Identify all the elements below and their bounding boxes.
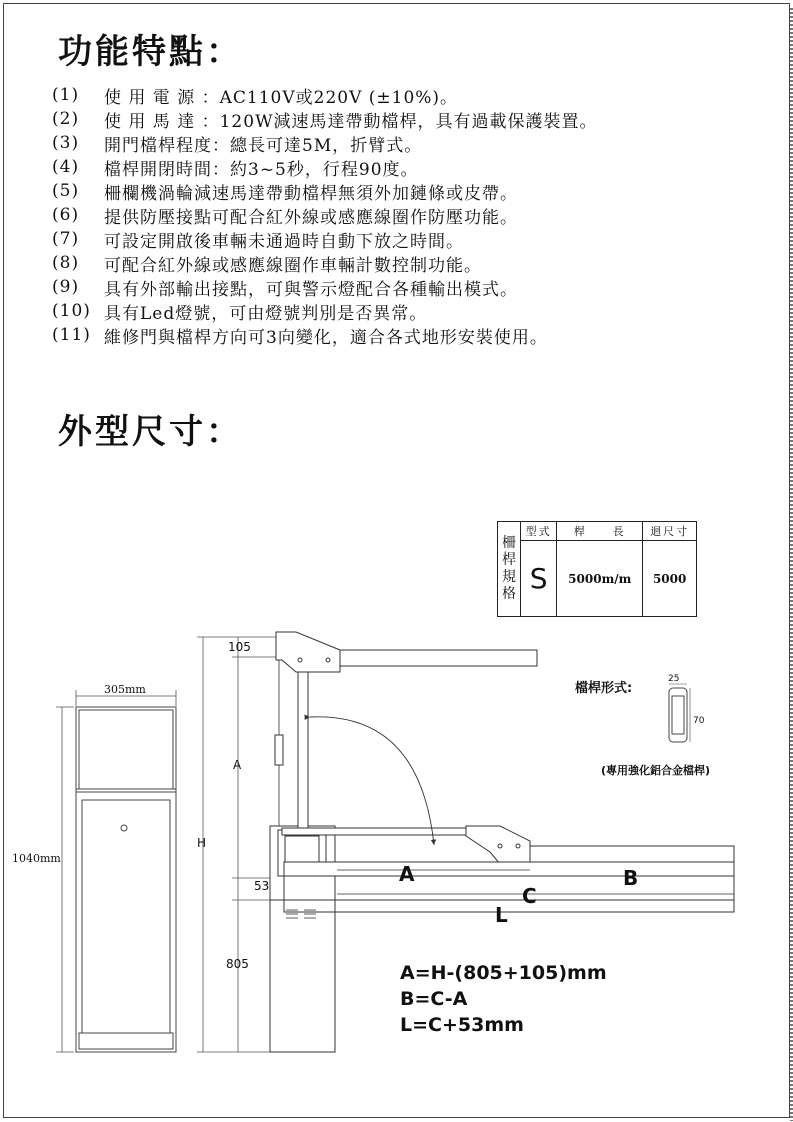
side-dimension-lines — [197, 637, 278, 1052]
feature-text: 提供防壓接點可配合紅外線或感應線圈作防壓功能。 — [104, 207, 518, 228]
height-label: 1040mm — [12, 852, 61, 865]
feature-number: (7) — [52, 229, 80, 249]
dim-a-label: A — [233, 758, 242, 772]
spec-size: 5000 — [643, 541, 697, 617]
barrier-cabinet — [270, 826, 335, 1052]
feature-number: (3) — [52, 133, 80, 153]
feature-text: 柵欄機渦輪減速馬達帶動檔桿無須外加鏈條或皮帶。 — [104, 183, 518, 204]
arm-note: (專用強化鋁合金檔桿) — [601, 764, 711, 777]
feature-number: (6) — [52, 205, 80, 225]
feature-number: (4) — [52, 157, 80, 177]
formula-a: A=H-(805+105)mm — [400, 962, 607, 984]
formula-b: B=C-A — [400, 988, 468, 1010]
feature-number: (11) — [52, 325, 91, 345]
feature-number: (10) — [52, 301, 91, 321]
height-dimension — [56, 707, 74, 1052]
raised-arm — [275, 632, 537, 830]
arm-profile-icon — [669, 684, 690, 742]
arm-c-label: C — [522, 884, 537, 908]
feature-number: (9) — [52, 277, 80, 297]
feature-number: (8) — [52, 253, 80, 273]
feature-number: (2) — [52, 109, 80, 129]
dimensions-heading: 外型尺寸： — [58, 412, 243, 452]
lowered-arm — [282, 826, 734, 912]
feature-number: (1) — [52, 85, 80, 105]
feature-text: 可設定開啟後車輛未通過時自動下放之時間。 — [104, 231, 464, 252]
arm-a-label: A — [399, 862, 415, 886]
feature-text: 具有外部輸出接點，可與警示燈配合各種輸出模式。 — [104, 279, 518, 300]
feature-text: 檔桿開閉時間：約3~5秒，行程90度。 — [104, 159, 419, 180]
feature-text: 使 用 電 源 ：AC110V或220V (±10%)。 — [104, 87, 459, 108]
dim-h-label: H — [197, 836, 207, 850]
features-heading: 功能特點： — [58, 32, 243, 72]
formula-l: L=C+53mm — [400, 1014, 524, 1036]
dim-53-label: 53 — [254, 879, 270, 893]
feature-text: 使 用 馬 達 ：120W減速馬達帶動檔桿，具有過載保護裝置。 — [104, 111, 598, 132]
spec-model: S — [521, 541, 557, 617]
dim-105-label: 105 — [228, 640, 251, 654]
feature-text: 開門檔桿程度：總長可達5M，折臂式。 — [104, 135, 423, 156]
feature-text: 具有Led燈號，可由燈號判別是否異常。 — [104, 303, 428, 324]
profile-70-label: 70 — [693, 716, 705, 726]
arm-type-label: 檔桿形式: — [575, 681, 633, 696]
feature-number: (5) — [52, 181, 80, 201]
feature-text: 維修門與檔桿方向可3向變化，適合各式地形安裝使用。 — [104, 327, 548, 348]
arm-b-label: B — [623, 866, 639, 890]
spec-header-model: 型式 — [521, 522, 557, 541]
width-label: 305mm — [104, 683, 146, 696]
feature-text: 可配合紅外線或感應線圈作車輛計數控制功能。 — [104, 255, 482, 276]
spec-header-size: 迴尺寸 — [643, 522, 697, 541]
arm-l-label: L — [495, 903, 508, 927]
spec-row-label: 柵 桿 規 格 — [498, 522, 521, 617]
dim-805-label: 805 — [226, 957, 249, 971]
spec-length: 5000m/m — [557, 541, 643, 617]
profile-25-label: 25 — [668, 674, 680, 684]
cabinet-front-view — [76, 707, 176, 1052]
spec-header-length: 桿 長 — [557, 522, 643, 541]
